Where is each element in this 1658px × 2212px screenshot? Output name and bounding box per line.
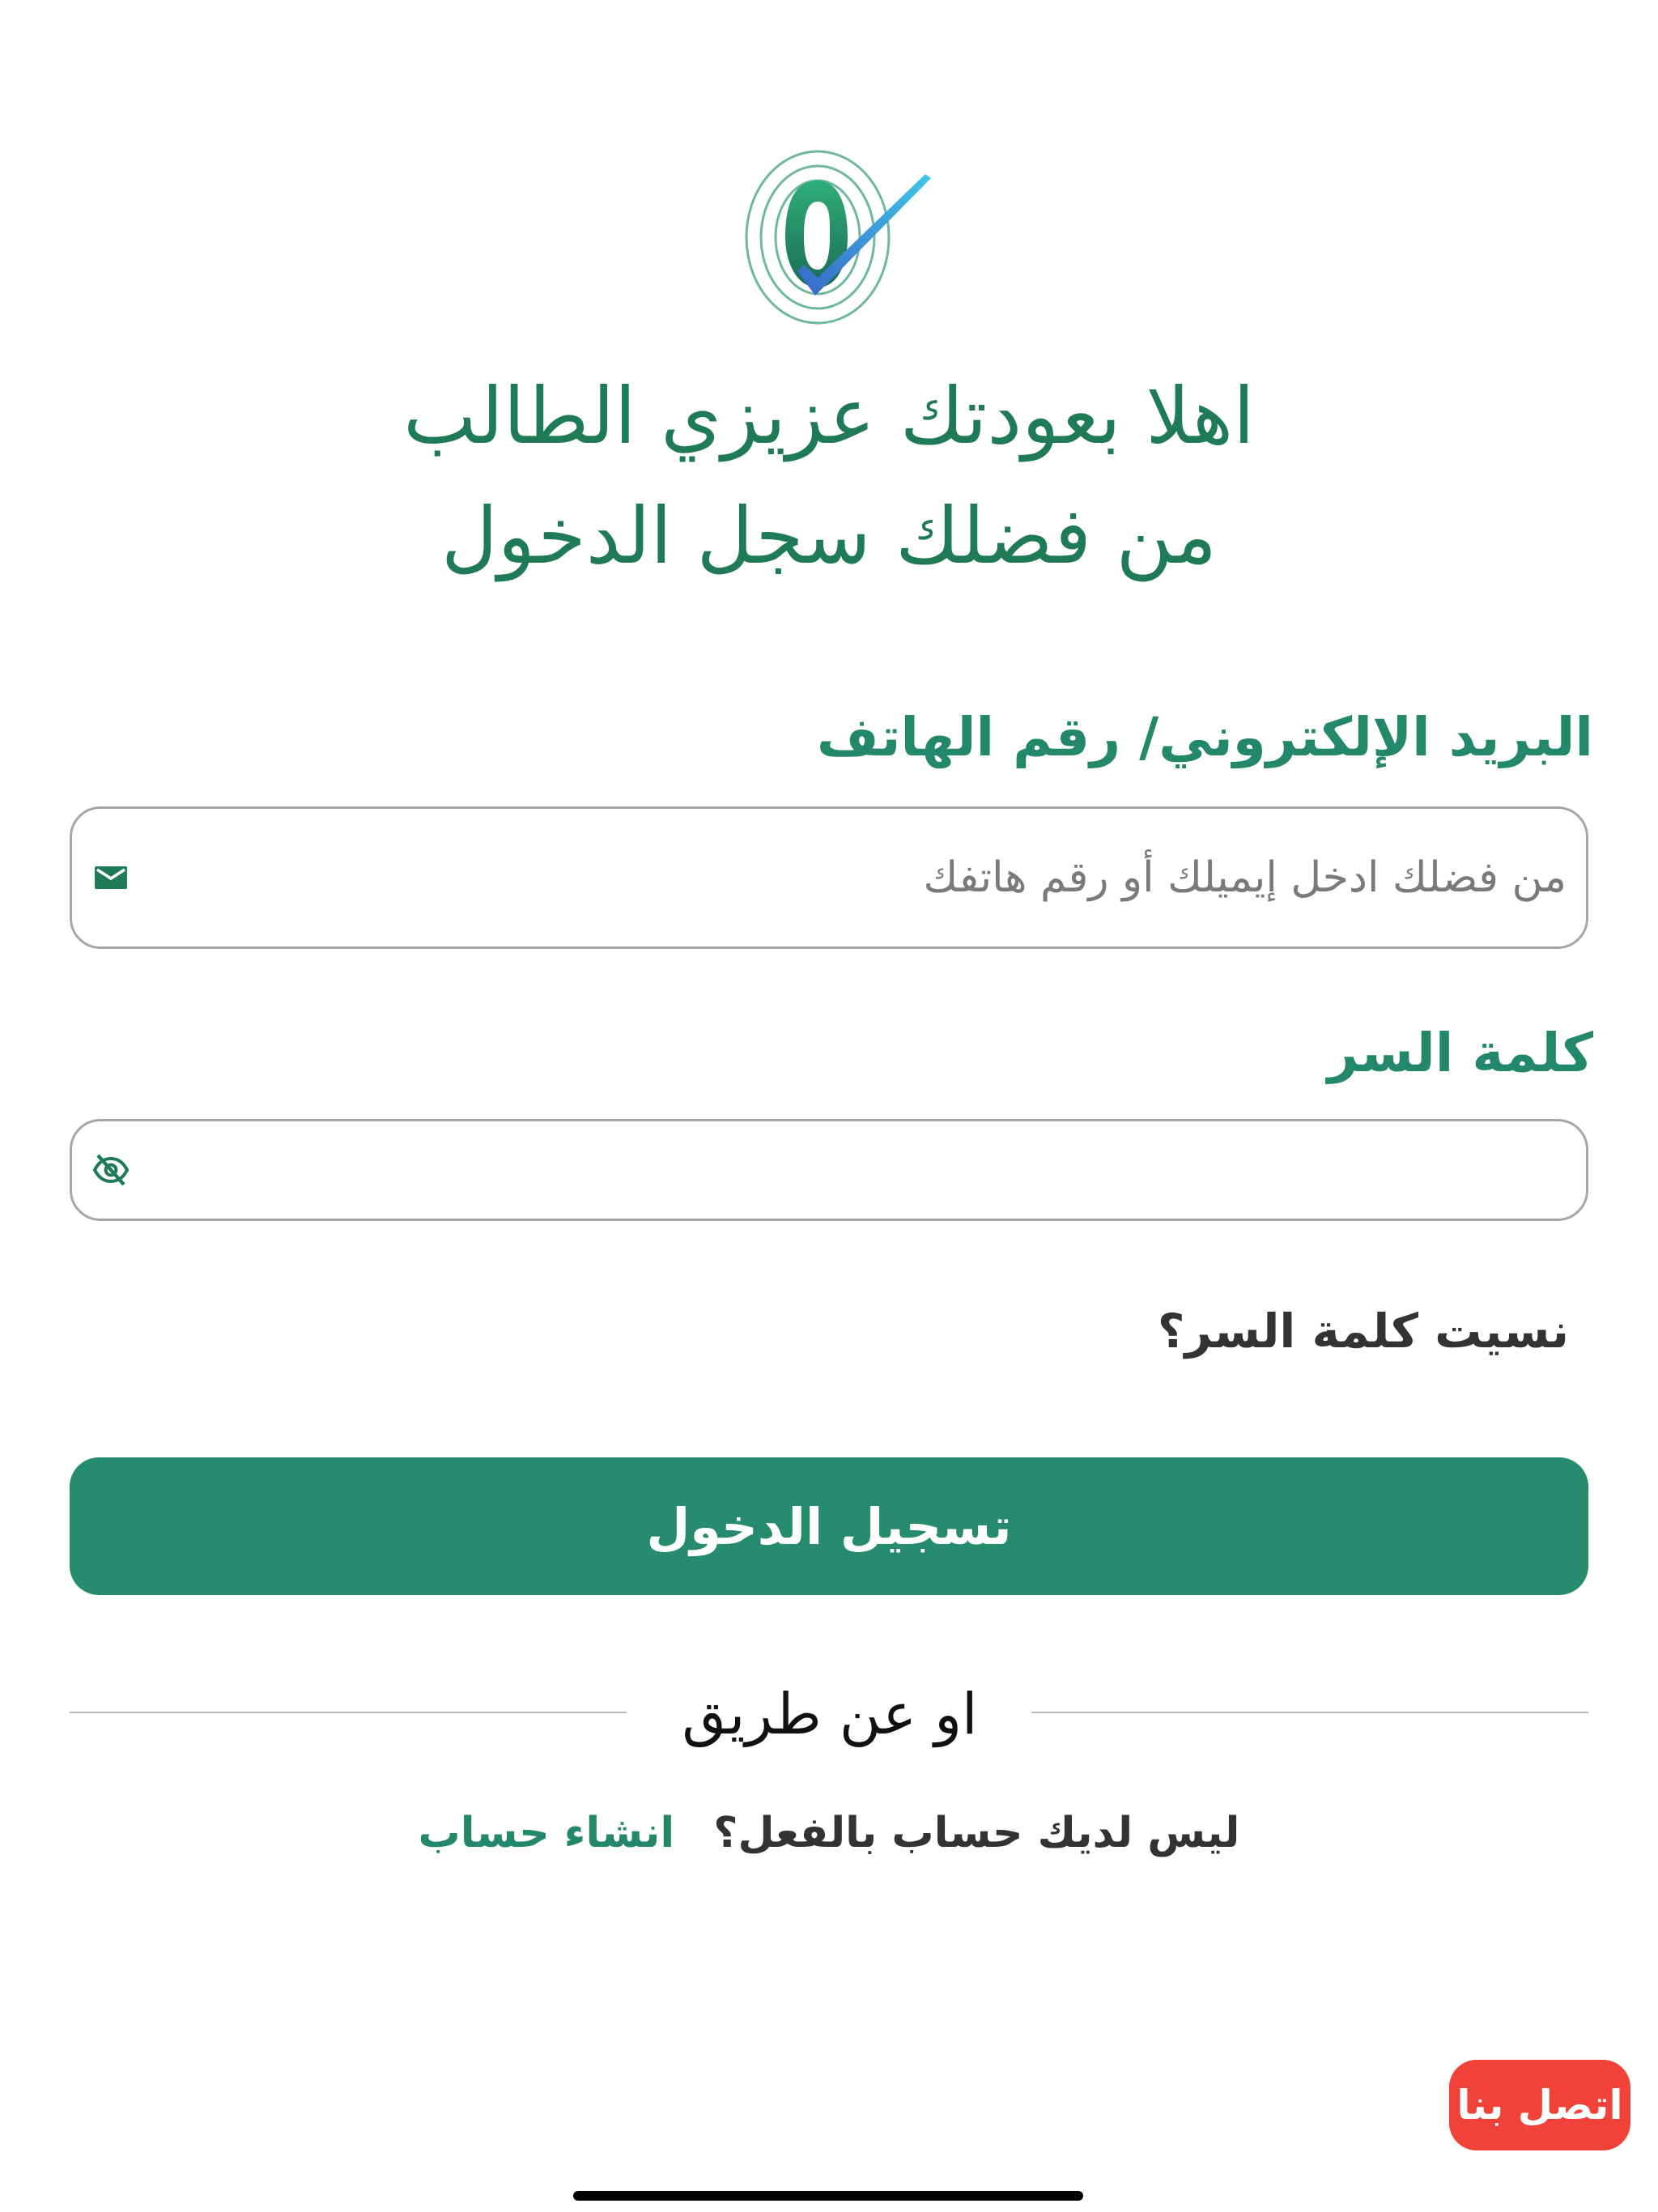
welcome-line-1: اهلا بعودتك عزيزي الطالب — [403, 371, 1255, 462]
contact-us-button[interactable]: اتصل بنا — [1449, 2060, 1630, 2150]
app-logo — [741, 142, 943, 328]
signup-row — [0, 1809, 1658, 1857]
home-indicator[interactable] — [573, 2191, 1083, 2201]
divider-left — [70, 1712, 627, 1713]
mail-icon — [91, 858, 130, 897]
login-button[interactable]: تسجيل الدخول — [70, 1457, 1588, 1595]
or-divider-text: او عن طريق — [682, 1681, 978, 1747]
eye-off-icon[interactable] — [91, 1151, 130, 1189]
forgot-password-link[interactable]: نسيت كلمة السر؟ — [1157, 1304, 1569, 1359]
signup-question: ليس لديك حساب بالفعل؟ — [713, 1809, 1240, 1857]
welcome-heading — [0, 356, 1658, 596]
welcome-line-2: من فضلك سجل الدخول — [441, 491, 1217, 581]
password-field[interactable] — [70, 1119, 1588, 1221]
divider-right — [1031, 1712, 1588, 1713]
password-field-label: كلمة السر — [1327, 1022, 1593, 1084]
email-field-label: البريد الإلكتروني/ رقم الهاتف — [817, 706, 1593, 768]
email-placeholder: من فضلك ادخل إيميلك أو رقم هاتفك — [923, 853, 1567, 902]
create-account-link[interactable]: انشاء حساب — [418, 1809, 675, 1857]
email-field[interactable] — [70, 806, 1588, 949]
